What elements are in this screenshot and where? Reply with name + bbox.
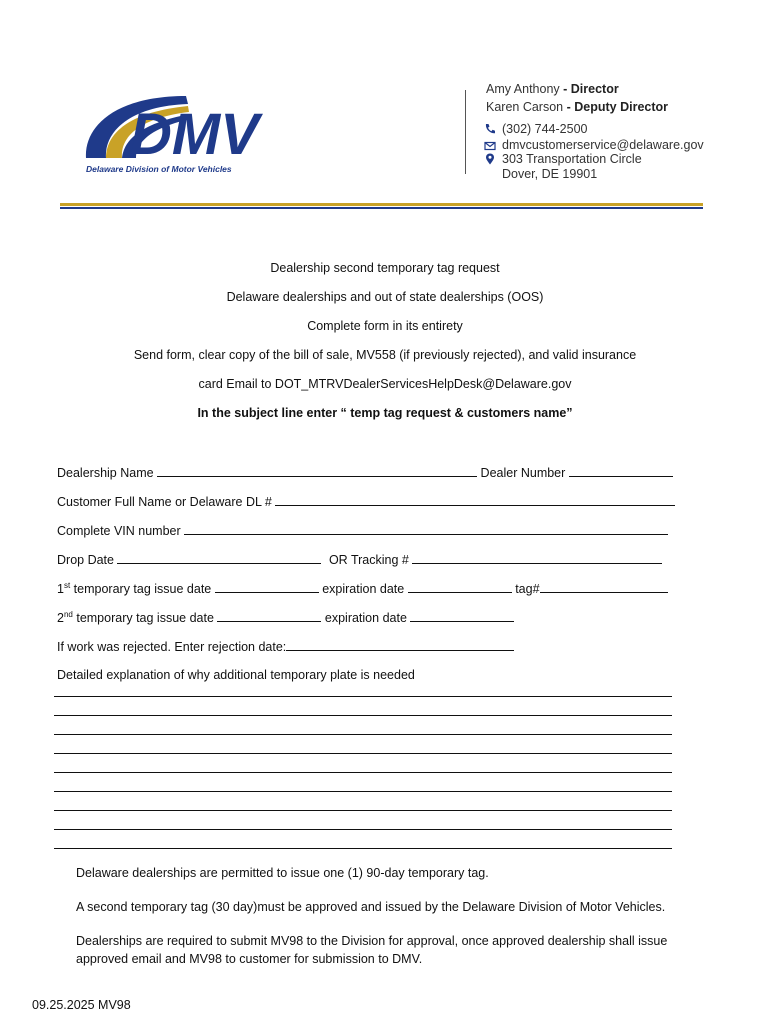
drop-date-label: Drop Date	[57, 553, 114, 567]
second-tag-row	[57, 610, 514, 625]
first-ordinal: 1	[57, 582, 64, 597]
first-expiration-field[interactable]	[408, 581, 512, 593]
dealer-number-field[interactable]	[569, 465, 673, 477]
dealership-name-field[interactable]	[157, 465, 477, 477]
first-issue-label: temporary tag issue date	[73, 582, 212, 597]
logo-caption: Delaware Division of Motor Vehicles	[86, 164, 232, 174]
intro-line-5: card Email to DOT_MTRVDealerServicesHelpDesk@Delaware.gov	[198, 377, 572, 391]
tag-label: tag#	[515, 582, 540, 597]
explanation-line[interactable]	[54, 753, 672, 754]
deputy-title: - Deputy Director	[566, 100, 669, 114]
phone-icon	[484, 123, 496, 135]
note-second-tag: A second temporary tag (30 day)must be approved and issued by the Delaware Division of Motor Vehicles.	[76, 900, 666, 914]
email-line	[486, 138, 704, 152]
explanation-line[interactable]	[54, 791, 672, 792]
second-expiration-label: expiration date	[324, 611, 407, 626]
first-tag-row	[57, 581, 668, 596]
phone-line	[486, 122, 587, 136]
dmv-logo	[76, 86, 276, 178]
header-rule-blue	[60, 207, 703, 209]
drop-date-row	[57, 552, 662, 567]
form-title: Dealership second temporary tag request	[270, 261, 500, 275]
vin-row	[57, 523, 668, 538]
dealership-name-label: Dealership Name	[57, 466, 154, 480]
address-city: Dover, DE 19901	[502, 167, 598, 181]
director-line	[486, 82, 619, 96]
rejection-date-field[interactable]	[286, 639, 514, 651]
intro-line-3: Complete form in its entirety	[307, 319, 463, 333]
header-rule-gold	[60, 203, 703, 206]
explanation-line[interactable]	[54, 715, 672, 716]
second-expiration-field[interactable]	[410, 610, 514, 622]
address-line-1	[486, 152, 642, 166]
dealership-row	[57, 465, 673, 480]
explanation-label: Detailed explanation of why additional temporary plate is needed	[57, 668, 415, 682]
subject-line-instruction: In the subject line enter “ temp tag request & customers name”	[197, 406, 573, 420]
intro-line-4: Send form, clear copy of the bill of sale, MV558 (if previously rejected), and valid insurance	[133, 348, 637, 362]
dealer-number-label: Dealer Number	[480, 466, 566, 480]
vin-field[interactable]	[184, 523, 668, 535]
explanation-line[interactable]	[54, 810, 672, 811]
email-address[interactable]: dmvcustomerservice@delaware.gov	[502, 138, 704, 152]
note-90-day-tag: Delaware dealerships are permitted to issue one (1) 90-day temporary tag.	[76, 866, 489, 880]
first-issue-date-field[interactable]	[215, 581, 319, 593]
customer-name-label: Customer Full Name or Delaware DL #	[57, 495, 272, 509]
note-mv98-line-1: Dealerships are required to submit MV98 to the Division for approval, once approved dealership shall issue	[76, 934, 668, 948]
rejection-date-label: If work was rejected. Enter rejection date:	[57, 640, 287, 654]
second-ordinal-suffix: nd	[63, 610, 73, 619]
tracking-label: OR Tracking #	[328, 553, 409, 567]
explanation-line[interactable]	[54, 848, 672, 849]
drop-date-field[interactable]	[117, 552, 321, 564]
second-ordinal: 2	[57, 611, 64, 626]
director-name: Amy Anthony	[486, 82, 560, 96]
rejection-row	[57, 639, 514, 654]
vin-label: Complete VIN number	[57, 524, 181, 538]
intro-line-2: Delaware dealerships and out of state dealerships (OOS)	[226, 290, 544, 304]
explanation-line[interactable]	[54, 696, 672, 697]
tag-number-field[interactable]	[540, 581, 668, 593]
dmv-logo-mark	[76, 86, 276, 166]
explanation-line[interactable]	[54, 772, 672, 773]
customer-name-field[interactable]	[275, 494, 675, 506]
explanation-line[interactable]	[54, 829, 672, 830]
explanation-line[interactable]	[54, 734, 672, 735]
envelope-icon	[484, 140, 496, 152]
director-title: - Director	[563, 82, 619, 96]
second-issue-label: temporary tag issue date	[76, 611, 214, 626]
deputy-name: Karen Carson	[486, 100, 564, 114]
tracking-field[interactable]	[412, 552, 662, 564]
first-expiration-label: expiration date	[322, 582, 405, 597]
dmv-logo-letters: DMV	[130, 102, 259, 166]
form-code-footer: 09.25.2025 MV98	[32, 998, 131, 1012]
header-divider	[465, 90, 466, 174]
second-issue-date-field[interactable]	[217, 610, 321, 622]
customer-row	[57, 494, 675, 509]
location-pin-icon	[484, 153, 496, 165]
note-mv98-line-2: approved email and MV98 to customer for submission to DMV.	[76, 952, 423, 966]
phone-number: (302) 744-2500	[502, 122, 588, 136]
deputy-line	[486, 100, 668, 114]
address-street: 303 Transportation Circle	[502, 152, 642, 166]
first-ordinal-suffix: st	[63, 581, 71, 590]
